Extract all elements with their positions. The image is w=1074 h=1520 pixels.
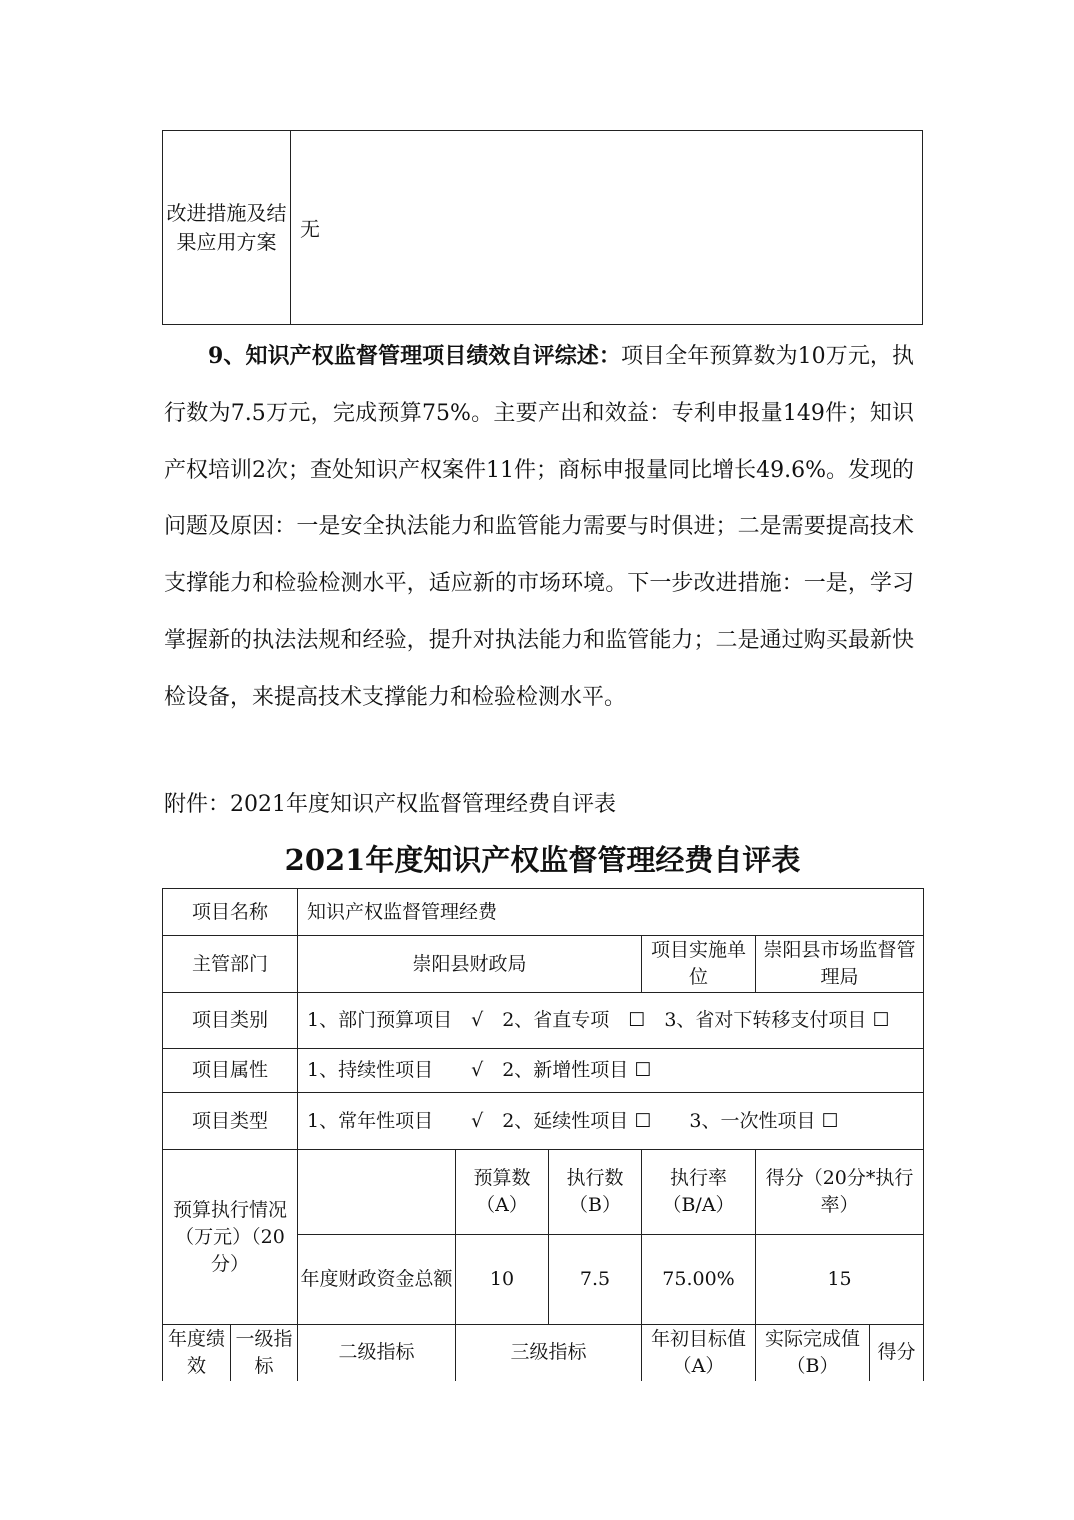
type-label: 项目类型 (163, 1093, 298, 1150)
perf-header-annual: 年度绩效 (163, 1325, 231, 1381)
dept-label: 主管部门 (163, 936, 298, 993)
improvement-value: 无 (291, 131, 923, 325)
project-name-value: 知识产权监督管理经费 (298, 889, 924, 936)
budget-header-executed: 执行数（B） (549, 1150, 642, 1235)
category-label: 项目类别 (163, 993, 298, 1049)
perf-header-target: 年初目标值（A） (642, 1325, 756, 1381)
self-evaluation-form (162, 888, 924, 1381)
perf-header-level3: 三级指标 (456, 1325, 642, 1381)
attribute-label: 项目属性 (163, 1049, 298, 1093)
form-title: 2021年度知识产权监督管理经费自评表 (284, 843, 801, 877)
budget-header-planned: 预算数（A） (456, 1150, 549, 1235)
budget-row-name: 年度财政资金总额 (298, 1235, 456, 1325)
perf-header-actual: 实际完成值（B） (756, 1325, 870, 1381)
type-value: 1、常年性项目 √ 2、延续性项目 ☐ 3、一次性项目 ☐ (298, 1093, 924, 1150)
improvement-table (162, 130, 923, 325)
budget-header-blank (298, 1150, 456, 1235)
improvement-label: 改进措施及结果应用方案 (163, 131, 291, 325)
budget-row-planned: 10 (456, 1235, 549, 1325)
perf-header-level1: 一级指标 (231, 1325, 298, 1381)
summary-body: 项目全年预算数为10万元，执行数为7.5万元，完成预算75%。主要产出和效益：专利申报量149件；知识产权培训2次；查处知识产权案件11件；商标申报量同比增长49.6%。发现的问题及原因：一是安全执法能力和监管能力需要与时俱进；二是需要提高技术支撑能力和检验检测水平，适应新的市场环境。下一步改进措施：一是，学习掌握新的执法法规和经验，提升对执法能力和监管能力；二是通过购买最新快检设备，来提高技术支撑能力和检验检测水平。 (164, 344, 915, 710)
perf-header-level2: 二级指标 (298, 1325, 456, 1381)
perf-header-score: 得分 (870, 1325, 924, 1381)
impl-unit-label: 项目实施单位 (642, 936, 756, 993)
budget-header-rate: 执行率（B/A） (642, 1150, 756, 1235)
budget-row-executed: 7.5 (549, 1235, 642, 1325)
budget-header-score: 得分（20分*执行率） (756, 1150, 924, 1235)
attachment-line: 附件：2021年度知识产权监督管理经费自评表 (164, 792, 616, 817)
budget-row-score: 15 (756, 1235, 924, 1325)
summary-heading: 9、知识产权监督管理项目绩效自评综述： (208, 343, 621, 369)
impl-unit-value: 崇阳县市场监督管理局 (756, 936, 924, 993)
dept-value: 崇阳县财政局 (298, 936, 642, 993)
attribute-value: 1、持续性项目 √ 2、新增性项目 ☐ (298, 1049, 924, 1093)
budget-label: 预算执行情况（万元）（20分） (163, 1150, 298, 1325)
project-name-label: 项目名称 (163, 889, 298, 936)
summary-paragraph (164, 328, 914, 727)
budget-row-rate: 75.00% (642, 1235, 756, 1325)
category-value: 1、部门预算项目 √ 2、省直专项 ☐ 3、省对下转移支付项目 ☐ (298, 993, 924, 1049)
